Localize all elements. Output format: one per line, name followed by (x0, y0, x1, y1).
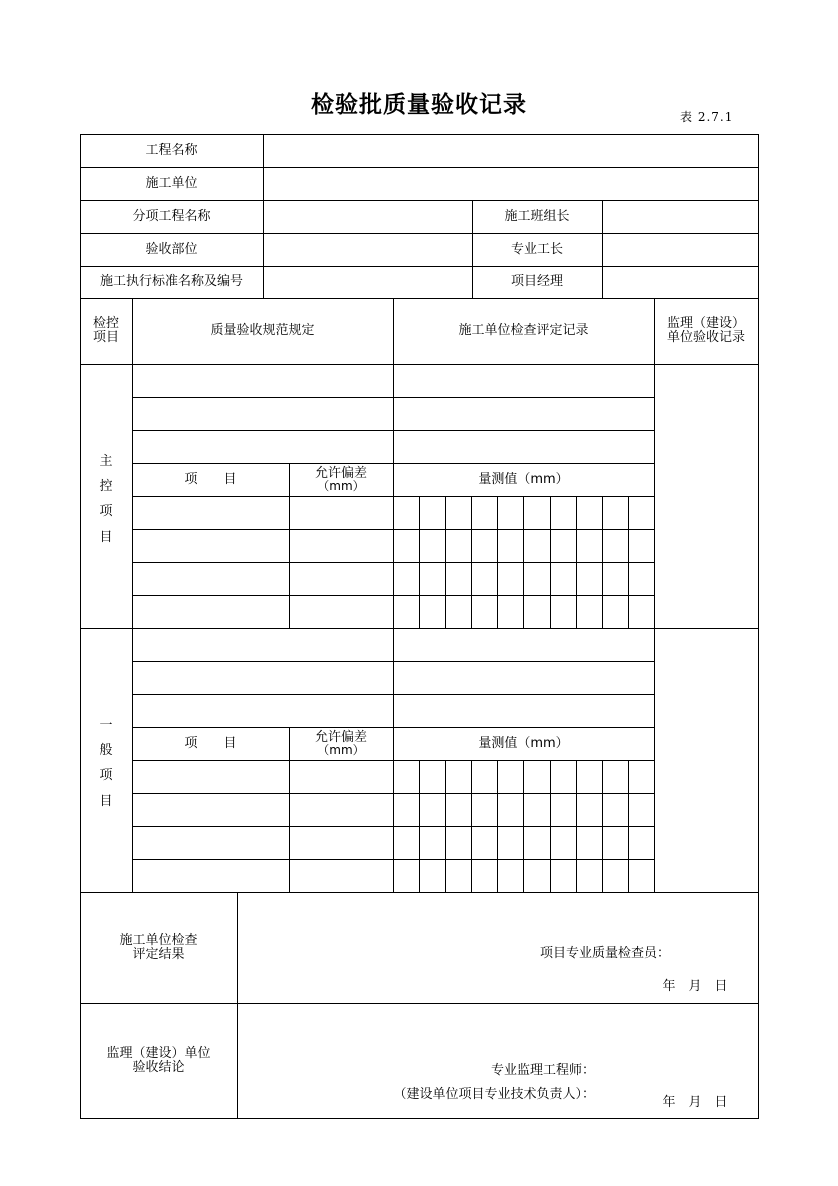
foreman-label: 专业工长 (510, 241, 563, 257)
acceptance-part-label: 验收部位 (145, 241, 198, 257)
evaluation-date: 年 月 日 (662, 979, 728, 994)
general-section-char-3: 项 (99, 768, 113, 783)
main-tolerance-line1: 允许偏差 (314, 465, 367, 481)
evaluation-label-line2: 评定结果 (132, 946, 185, 962)
general-section-char-2: 般 (99, 743, 113, 758)
main-section-char-1: 主 (99, 454, 113, 469)
standard-label: 施工执行标准名称及编号 (99, 274, 243, 289)
check-item-header (80, 298, 132, 364)
table-number: 表 2.7.1 (680, 110, 734, 124)
check-item-header-line1: 检控 (92, 316, 119, 331)
main-item-header: 项 目 (184, 471, 237, 487)
main-tolerance-line2: （mm） (317, 478, 365, 493)
evaluation-label-line1: 施工单位检查 (119, 932, 198, 948)
construction-unit-label: 施工单位 (145, 175, 198, 191)
subproject-name-label: 分项工程名称 (132, 208, 211, 224)
project-name-label: 工程名称 (145, 142, 198, 158)
main-section-char-2: 控 (99, 479, 113, 494)
general-section-char-4: 目 (99, 794, 113, 809)
supervision-header (654, 298, 758, 364)
main-section-char-4: 目 (99, 530, 113, 545)
general-tolerance-header (289, 727, 393, 760)
supervision-header-line2: 单位验收记录 (666, 330, 745, 345)
spec-header: 质量验收规范规定 (210, 323, 315, 338)
main-measured-header: 量测值（mm） (478, 471, 569, 487)
general-section-char-1: 一 (99, 718, 113, 733)
quality-inspector-label: 项目专业质量检查员： (539, 946, 670, 961)
conclusion-label-line2: 验收结论 (132, 1059, 185, 1075)
main-tolerance-header (289, 463, 393, 496)
general-tolerance-line1: 允许偏差 (314, 729, 367, 745)
project-manager-label: 项目经理 (510, 274, 563, 289)
supervision-header-line1: 监理（建设） (666, 316, 745, 331)
conclusion-label-line1: 监理（建设）单位 (106, 1045, 211, 1061)
general-item-header: 项 目 (184, 735, 237, 751)
evaluation-label (80, 892, 237, 1003)
conclusion-date: 年 月 日 (662, 1095, 728, 1110)
self-check-header: 施工单位检查评定记录 (458, 323, 589, 338)
main-section-char-3: 项 (99, 504, 113, 519)
general-tolerance-line2: （mm） (317, 742, 365, 757)
owner-technical-lead-label: （建设单位项目专业技术负责人）： (393, 1087, 595, 1102)
form-title: 检验批质量验收记录 (311, 92, 527, 118)
team-leader-label: 施工班组长 (504, 208, 570, 224)
supervising-engineer-label: 专业监理工程师： (490, 1063, 595, 1078)
check-item-header-line2: 项目 (92, 330, 119, 345)
conclusion-label (80, 1003, 237, 1118)
general-measured-header: 量测值（mm） (478, 735, 569, 751)
